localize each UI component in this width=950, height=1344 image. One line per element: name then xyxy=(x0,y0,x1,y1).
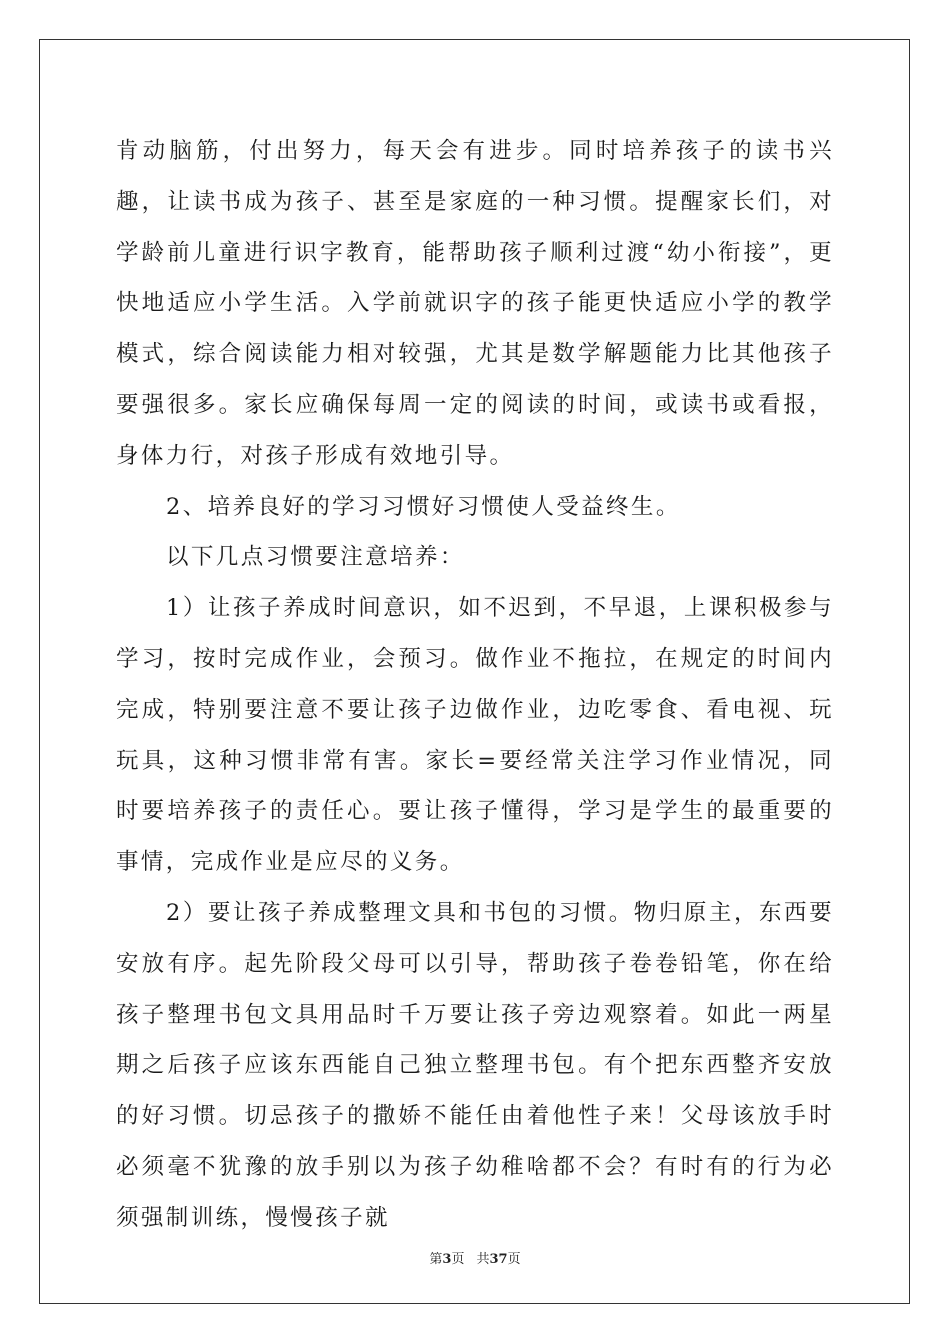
page-number: 3 xyxy=(442,1252,452,1267)
paragraph-2: 2、培养良好的学习习惯好习惯使人受益终生。 xyxy=(166,493,681,520)
page-suffix: 页 xyxy=(451,1252,465,1267)
page-footer xyxy=(0,1248,950,1267)
total-prefix: 共 xyxy=(476,1252,490,1267)
paragraph-1: 肯动脑筋，付出努力，每天会有进步。同时培养孩子的读书兴趣，让读书成为孩子、甚至是家庭的一种习惯。提醒家长们，对学龄前儿童进行识字教育，能帮助孩子顺利过渡“幼小衔接”，更快地适应小学生活。入学前就识字的孩子能更快适应小学的教学模式，综合阅读能力相对较强，尤其是数学解题能力比其他孩子要强很多。家长应确保每周一定的阅读的时间，或读书或看报，身体力行，对孩子形成有效地引导。 xyxy=(116,138,834,469)
paragraph-3: 以下几点习惯要注意培养： xyxy=(166,544,465,571)
paragraph-4: 1）让孩子养成时间意识，如不迟到，不早退，上课积极参与学习，按时完成作业，会预习。做作业不拖拉，在规定的时间内完成，特别要注意不要让孩子边做作业，边吃零食、看电视、玩玩具，这种习惯非常有害。家长=要经常关注学习作业情况，同时要培养孩子的责任心。要让孩子懂得，学习是学生的最重要的事情，完成作业是应尽的义务。 xyxy=(116,595,834,876)
paragraph-5: 2）要让孩子养成整理文具和书包的习惯。物归原主，东西要安放有序。起先阶段父母可以引导，帮助孩子卷卷铅笔，你在给孩子整理书包文具用品时千万要让孩子旁边观察着。如此一两星期之后孩子应该东西能自己独立整理书包。有个把东西整齐安放的好习惯。切忌孩子的撒娇不能任由着他性子来！父母该放手时必须毫不犹豫的放手别以为孩子幼稚啥都不会？有时有的行为必须强制训练，慢慢孩子就 xyxy=(116,899,834,1231)
total-suffix: 页 xyxy=(507,1252,521,1267)
total-pages: 37 xyxy=(489,1252,508,1267)
document-body xyxy=(116,126,834,1244)
page-prefix: 第 xyxy=(429,1252,443,1267)
